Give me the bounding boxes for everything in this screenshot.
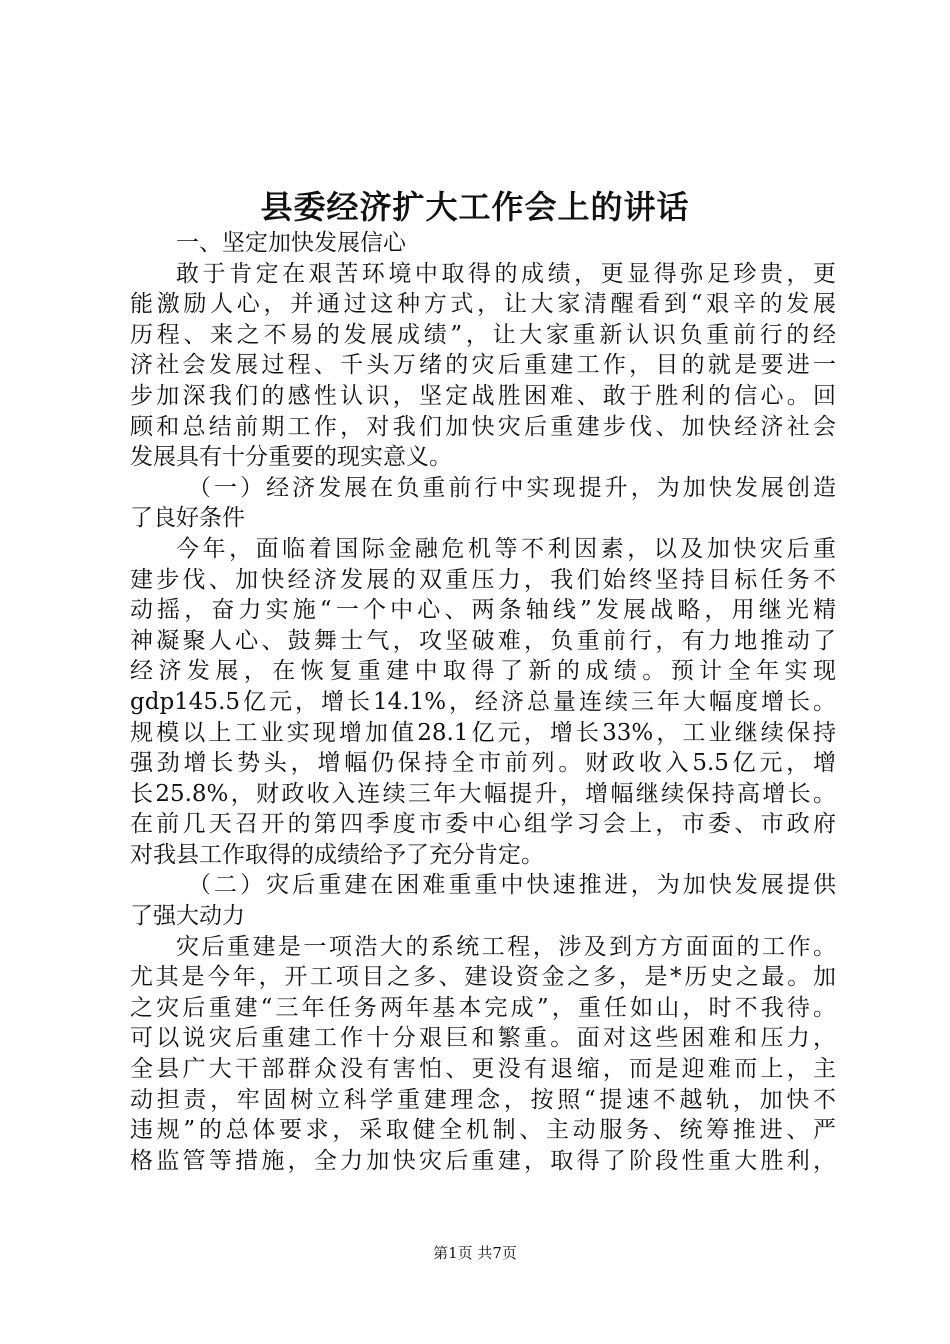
paragraph-line: 动担责，牢固树立科学重建理念，按照“提速不越轨，加快不 <box>130 1086 836 1113</box>
document-title: 县委经济扩大工作会上的讲话 <box>260 188 690 226</box>
paragraph-line: 之灾后重建“三年任务两年基本完成”，重任如山，时不我待。 <box>130 994 836 1021</box>
page-number-footer: 第1页 共7页 <box>433 1244 517 1262</box>
paragraph-line: 建步伐、加快经济发展的双重压力，我们始终坚持目标任务不 <box>130 566 836 593</box>
paragraph-line: 尤其是今年，开工项目之多、建设资金之多，是*历史之最。加 <box>130 964 836 991</box>
paragraph-line: 对我县工作取得的成绩给予了充分肯定。 <box>130 841 544 868</box>
paragraph-line: 可以说灾后重建工作十分艰巨和繁重。面对这些困难和压力， <box>130 1025 836 1052</box>
paragraph-line: 顾和总结前期工作，对我们加快灾后重建步伐、加快经济社会 <box>130 413 836 440</box>
subsection-heading: （二）灾后重建在困难重重中快速推进，为加快发展提供 <box>188 872 836 899</box>
subsection-heading: （一）经济发展在负重前行中实现提升，为加快发展创造 <box>188 474 836 501</box>
paragraph-line: 经济发展，在恢复重建中取得了新的成绩。预计全年实现 <box>130 658 836 685</box>
section-heading: 一、坚定加快发展信心 <box>176 230 406 256</box>
paragraph-line: 全县广大干部群众没有害怕、更没有退缩，而是迎难而上，主 <box>130 1056 836 1083</box>
paragraph-line: 神凝聚人心、鼓舞士气，攻坚破难，负重前行，有力地推动了 <box>130 627 836 654</box>
document-body <box>130 228 836 1176</box>
paragraph-line: 历程、来之不易的发展成绩”，让大家重新认识负重前行的经 <box>130 321 836 348</box>
paragraph-line: 长25.8%，财政收入连续三年大幅提升，增幅继续保持高增长。 <box>130 780 836 807</box>
paragraph-line: 格监管等措施，全力加快灾后重建，取得了阶段性重大胜利， <box>130 1147 836 1174</box>
paragraph-line: 灾后重建是一项浩大的系统工程，涉及到方方面面的工作。 <box>176 933 836 960</box>
paragraph-line: 规模以上工业实现增加值28.1亿元，增长33%，工业继续保持 <box>130 719 836 746</box>
subsection-heading: 了良好条件 <box>130 505 245 532</box>
paragraph-line: 违规”的总体要求，采取健全机制、主动服务、统筹推进、严 <box>130 1117 836 1144</box>
paragraph-line: 济社会发展过程、千头万绪的灾后重建工作，目的就是要进一 <box>130 352 836 379</box>
paragraph-line: 敢于肯定在艰苦环境中取得的成绩，更显得弥足珍贵，更 <box>176 260 836 287</box>
paragraph-line: 今年，面临着国际金融危机等不利因素，以及加快灾后重 <box>176 535 836 562</box>
paragraph-line: 发展具有十分重要的现实意义。 <box>130 444 452 471</box>
paragraph-line: 动摇，奋力实施“一个中心、两条轴线”发展战略，用继光精 <box>130 597 836 624</box>
paragraph-line: 在前几天召开的第四季度市委中心组学习会上，市委、市政府 <box>130 811 836 838</box>
paragraph-line: 步加深我们的感性认识，坚定战胜困难、敢于胜利的信心。回 <box>130 382 836 409</box>
subsection-heading: 了强大动力 <box>130 903 245 930</box>
paragraph-line: 强劲增长势头，增幅仍保持全市前列。财政收入5.5亿元，增 <box>130 750 836 777</box>
paragraph-line: 能激励人心，并通过这种方式，让大家清醒看到“艰辛的发展 <box>130 291 836 318</box>
paragraph-line: gdp145.5亿元，增长14.1%，经济总量连续三年大幅度增长。 <box>130 688 836 715</box>
